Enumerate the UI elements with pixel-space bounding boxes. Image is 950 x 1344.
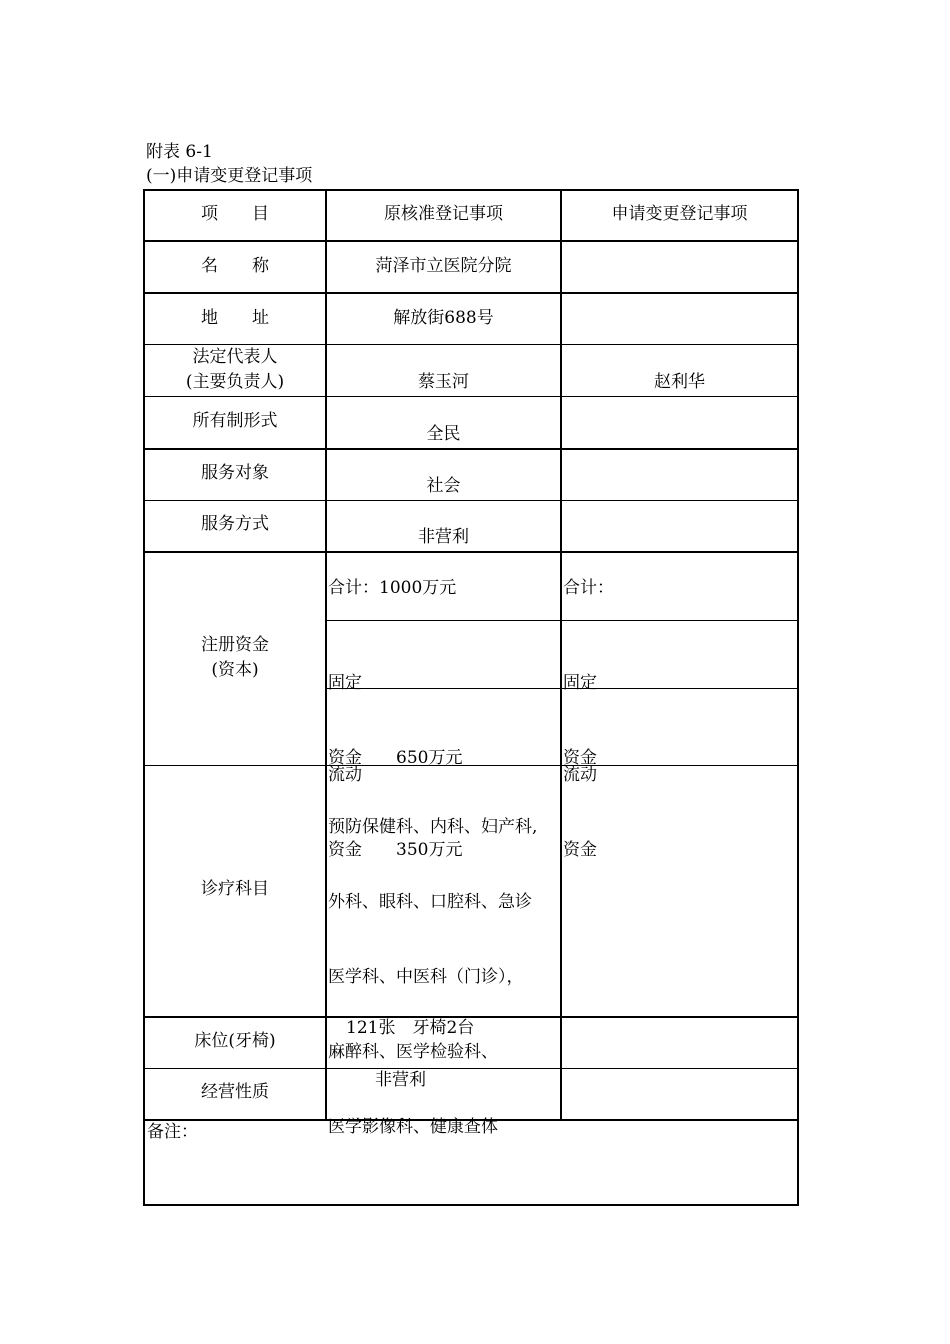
row-label-address: 地 址 [201,308,269,328]
original-current-capital-line2: 资金 350万元 [328,840,463,860]
requested-fixed-capital-line2: 资金 [563,748,597,768]
original-departments [328,765,537,1165]
row-label-capital-line1: 注册资金 [201,635,269,655]
row-divider [143,448,799,450]
table-border-right [797,189,799,1206]
department-line: 预防保健科、内科、妇产科, [328,817,538,837]
column-header-requested: 申请变更登记事项 [611,204,748,224]
row-label-beds: 床位(牙椅) [194,1031,276,1051]
row-label-legal-rep-line2: (主要负责人) [185,372,285,392]
department-line: 外科、眼科、口腔科、急诊 [328,892,532,912]
row-divider [143,500,799,501]
row-label-capital [145,633,325,683]
original-address: 解放街688号 [393,308,494,328]
original-capital-total: 合计：1000万元 [328,578,457,598]
original-ownership: 全民 [426,424,461,444]
table-border-bottom [143,1204,799,1206]
requested-fixed-capital-line1: 固定 [563,673,597,693]
requested-current-capital-line1: 流动 [563,765,597,785]
row-label-departments: 诊疗科目 [201,879,269,899]
row-divider [143,240,799,242]
original-service-mode: 非营利 [418,527,469,547]
row-divider [143,396,799,397]
department-line: 麻醉科、医学检验科、 [328,1042,498,1062]
department-line: 医学科、中医科（门诊）， [328,967,524,987]
original-legal-rep: 蔡玉河 [418,372,469,392]
row-label-legal-rep-line1: 法定代表人 [192,347,278,367]
original-service-target: 社会 [426,476,461,496]
remarks-label: 备注： [147,1122,198,1142]
table-border-top [143,189,799,191]
column-header-original: 原核准登记事项 [384,204,503,224]
original-nature: 非营利 [375,1070,426,1090]
original-fixed-capital-line2: 资金 650万元 [328,748,463,768]
department-line: 医学影像科、健康查体 [328,1117,498,1137]
requested-current-capital [563,713,597,888]
row-label-service-target: 服务对象 [201,463,269,483]
row-label-name: 名 称 [201,256,269,276]
row-label-service-mode: 服务方式 [201,514,269,534]
original-beds: 121张 牙椅2台 [346,1018,475,1038]
requested-capital-total: 合计： [563,578,614,598]
row-divider [143,551,799,553]
original-name: 菏泽市立医院分院 [375,256,512,276]
requested-current-capital-line2: 资金 [563,840,597,860]
section-title: (一)申请变更登记事项 [146,166,313,186]
requested-legal-rep: 赵利华 [654,372,705,392]
row-label-nature: 经营性质 [201,1082,269,1102]
column-header-item: 项 目 [201,204,269,224]
original-fixed-capital-line1: 固定 [328,673,362,693]
row-label-legal-rep [145,345,325,395]
original-current-capital-line1: 流动 [328,765,362,785]
appendix-label: 附表 6-1 [146,142,213,162]
column-divider [560,189,562,1121]
row-label-capital-line2: (资本) [211,660,259,680]
row-label-ownership: 所有制形式 [192,411,278,431]
row-divider [143,292,799,294]
